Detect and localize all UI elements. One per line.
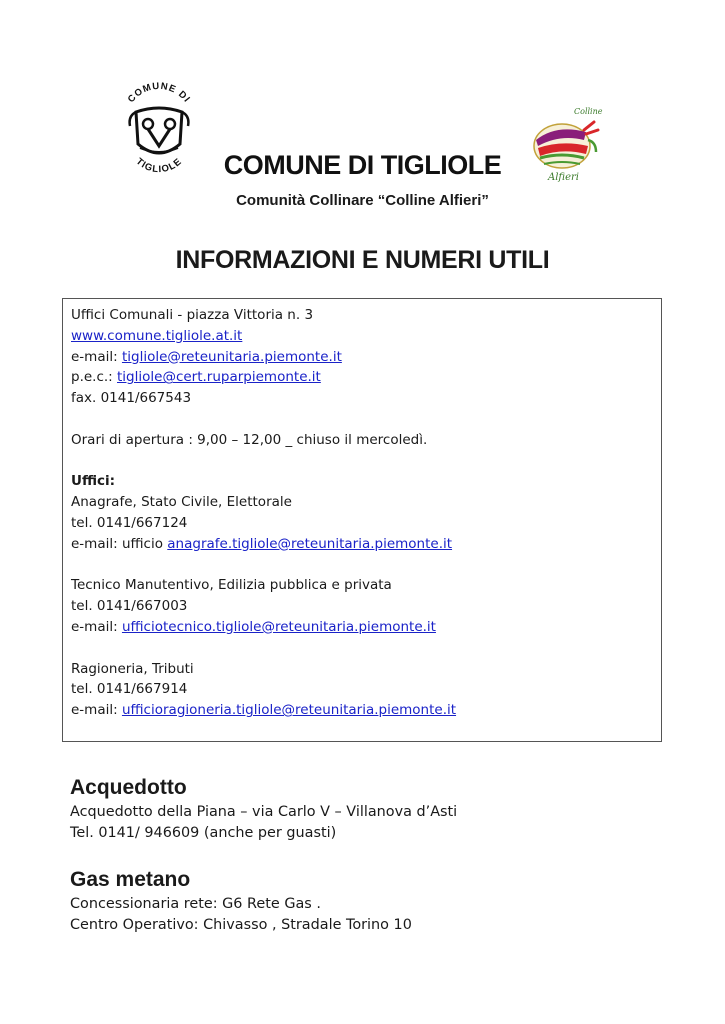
pec-label: p.e.c.:: [71, 369, 118, 386]
page-subtitle: Comunità Collinare “Colline Alfieri”: [236, 192, 489, 209]
crest-text-bottom: TIGLIOLE: [133, 156, 185, 176]
office-email-link[interactable]: anagrafe.tigliole@reteunitaria.piemonte.it: [167, 535, 453, 552]
contact-info-box: [62, 298, 662, 742]
alfieri-logo-text-top: Colline: [574, 107, 603, 116]
email-label: e-mail:: [71, 348, 122, 365]
gas-line-1: Concessionaria rete: G6 Rete Gas .: [70, 896, 321, 912]
office-tel: tel. 0141/667914: [71, 681, 188, 698]
acquedotto-line-1: Acquedotto della Piana – via Carlo V – Villanova d’Asti: [70, 804, 458, 820]
acquedotto-title: Acquedotto: [70, 776, 187, 799]
office-tel: tel. 0141/667003: [71, 598, 188, 615]
fax-number: fax. 0141/667543: [71, 390, 192, 407]
gas-line-2: Centro Operativo: Chivasso , Stradale Torino 10: [70, 917, 412, 933]
alfieri-logo-text-bottom: Alfieri: [548, 172, 579, 183]
email-link[interactable]: tigliole@reteunitaria.piemonte.it: [121, 348, 342, 365]
opening-hours: Orari di apertura : 9,00 – 12,00 _ chiuso il mercoledì.: [71, 431, 428, 448]
section-heading: INFORMAZIONI E NUMERI UTILI: [175, 246, 550, 274]
crest-text-top: COMUNE DI: [125, 82, 193, 105]
gas-section: [70, 866, 412, 936]
website-link[interactable]: www.comune.tigliole.at.it: [71, 327, 243, 344]
acquedotto-line-2: Tel. 0141/ 946609 (anche per guasti): [70, 825, 337, 841]
office-address: Uffici Comunali - piazza Vittoria n. 3: [71, 307, 314, 323]
svg-text:COMUNE DI: [126, 82, 193, 105]
office-name: Ragioneria, Tributi: [71, 660, 194, 677]
office-email-label: e-mail:: [71, 702, 122, 719]
office-name: Tecnico Manutentivo, Edilizia pubblica e privata: [71, 577, 392, 594]
office-tel: tel. 0141/667124: [71, 514, 188, 531]
pec-link[interactable]: tigliole@cert.ruparpiemonte.it: [117, 369, 321, 386]
office-email-link[interactable]: ufficiotecnico.tigliole@reteunitaria.piemonte.it: [121, 618, 436, 635]
office-email-label: e-mail:: [71, 618, 122, 635]
offices-title: Uffici:: [71, 473, 116, 490]
office-name: Anagrafe, Stato Civile, Elettorale: [71, 494, 292, 511]
office-email-label: e-mail: ufficio: [71, 535, 168, 552]
acquedotto-section: [70, 774, 457, 844]
office-email-link[interactable]: ufficioragioneria.tigliole@reteunitaria.piemonte.it: [121, 702, 457, 719]
page-title: COMUNE DI TIGLIOLE: [223, 150, 502, 180]
gas-title: Gas metano: [70, 868, 191, 891]
